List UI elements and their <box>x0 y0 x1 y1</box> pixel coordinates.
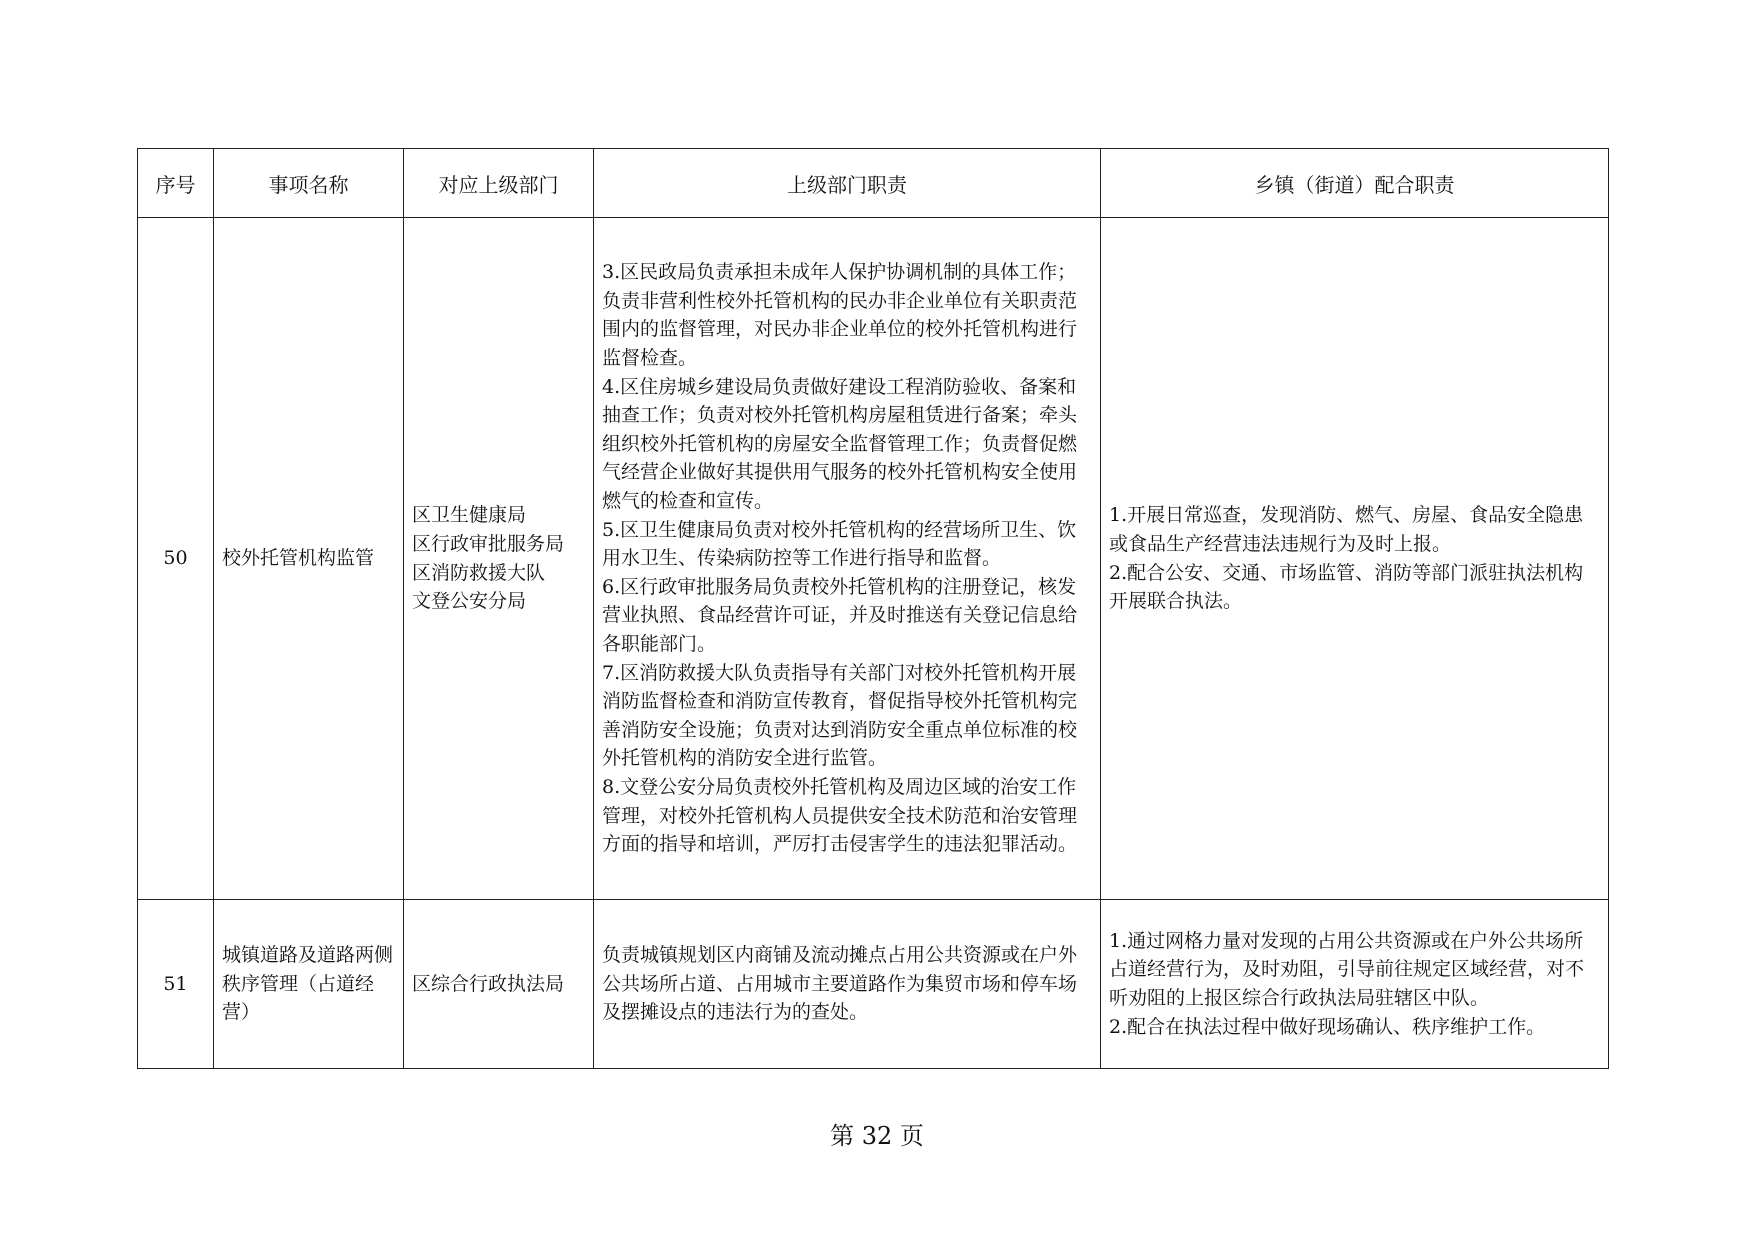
coop-cell <box>1101 218 1609 900</box>
header-dept: 对应上级部门 <box>404 149 594 218</box>
dept-cell <box>404 218 594 900</box>
duty-item: 8.文登公安分局负责校外托管机构及周边区域的治安工作管理，对校外托管机构人员提供安全技术防范和治安管理方面的指导和培训，严厉打击侵害学生的违法犯罪活动。 <box>602 775 1078 856</box>
table-row <box>138 218 1609 900</box>
header-duties: 上级部门职责 <box>594 149 1101 218</box>
dept-line: 区消防救援大队 <box>412 561 546 584</box>
coop-item: 2.配合在执法过程中做好现场确认、秩序维护工作。 <box>1109 1015 1546 1038</box>
table-header-row <box>138 149 1609 218</box>
dept-line: 区综合行政执法局 <box>412 972 565 995</box>
item-name: 城镇道路及道路两侧秩序管理（占道经营） <box>214 900 404 1069</box>
coop-item: 1.通过网格力量对发现的占用公共资源或在户外公共场所占道经营行为，及时劝阻，引导前往规定区域经营，对不听劝阻的上报区综合行政执法局驻辖区中队。 <box>1109 929 1585 1009</box>
table-row <box>138 900 1609 1069</box>
duties-cell <box>594 900 1101 1069</box>
duty-item: 负责城镇规划区内商铺及流动摊点占用公共资源或在户外公共场所占道、占用城市主要道路作为集贸市场和停车场及摆摊设点的违法行为的查处。 <box>602 944 1078 1024</box>
duty-item: 3.区民政局负责承担未成年人保护协调机制的具体工作；负责非营利性校外托管机构的民办非企业单位有关职责范围内的监督管理，对民办非企业单位的校外托管机构进行监督检查。 <box>602 261 1078 370</box>
duty-item: 4.区住房城乡建设局负责做好建设工程消防验收、备案和抽查工作；负责对校外托管机构房屋租赁进行备案；牵头组织校外托管机构的房屋安全监督管理工作；负责督促燃气经营企业做好其提供用气服务的校外托管机构安全使用燃气的检查和宣传。 <box>602 375 1078 513</box>
duty-item: 7.区消防救援大队负责指导有关部门对校外托管机构开展消防监督检查和消防宣传教育，督促指导校外托管机构完善消防安全设施；负责对达到消防安全重点单位标准的校外托管机构的消防安全进行监管。 <box>602 661 1078 770</box>
row-number: 51 <box>138 900 214 1069</box>
header-item-name: 事项名称 <box>214 149 404 218</box>
page-number: 第 32 页 <box>830 1122 924 1150</box>
duty-item: 6.区行政审批服务局负责校外托管机构的注册登记，核发营业执照、食品经营许可证，并及时推送有关登记信息给各职能部门。 <box>602 575 1078 655</box>
header-coop: 乡镇（街道）配合职责 <box>1101 149 1609 218</box>
header-seq: 序号 <box>138 149 214 218</box>
duties-cell <box>594 218 1101 900</box>
dept-cell <box>404 900 594 1069</box>
item-name: 校外托管机构监管 <box>214 218 404 900</box>
dept-line: 文登公安分局 <box>412 590 527 613</box>
coop-item: 1.开展日常巡查，发现消防、燃气、房屋、食品安全隐患或食品生产经营违法违规行为及时上报。 <box>1109 504 1584 555</box>
dept-line: 区行政审批服务局 <box>412 532 565 555</box>
coop-cell <box>1101 900 1609 1069</box>
duty-item: 5.区卫生健康局负责对校外托管机构的经营场所卫生、饮用水卫生、传染病防控等工作进行指导和监督。 <box>602 518 1077 570</box>
dept-line: 区卫生健康局 <box>412 504 527 527</box>
row-number: 50 <box>138 218 214 900</box>
coop-item: 2.配合公安、交通、市场监管、消防等部门派驻执法机构开展联合执法。 <box>1109 561 1584 613</box>
responsibility-table <box>137 148 1609 1069</box>
